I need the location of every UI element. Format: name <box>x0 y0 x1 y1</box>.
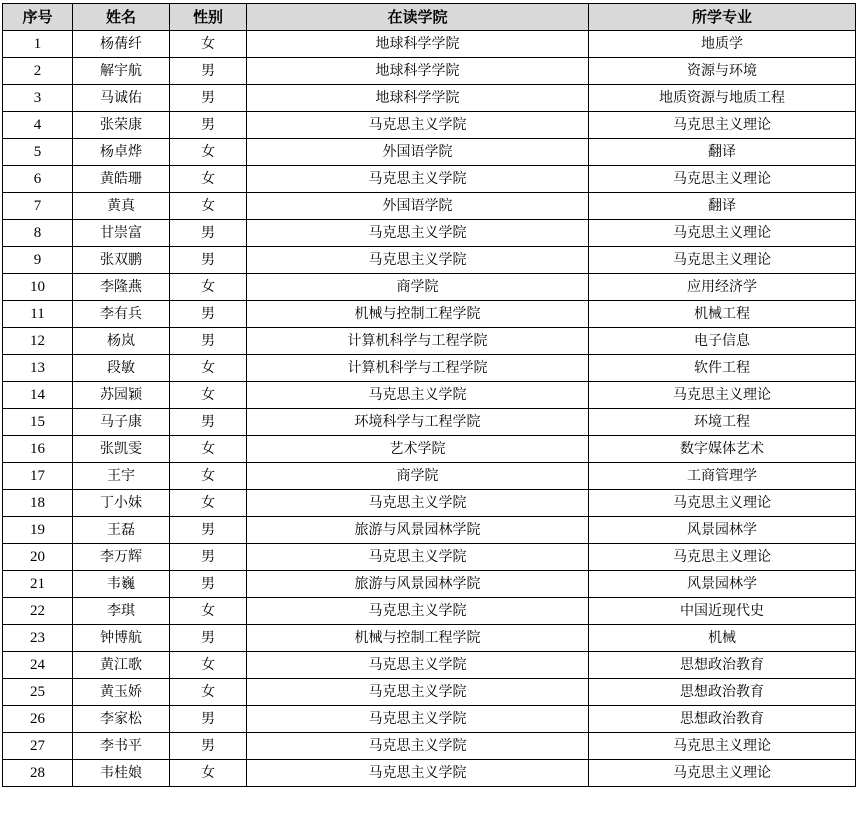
cell-gender: 男 <box>170 544 247 571</box>
cell-college: 马克思主义学院 <box>247 220 589 247</box>
cell-index: 9 <box>3 247 73 274</box>
cell-gender: 男 <box>170 625 247 652</box>
cell-name: 李隆燕 <box>73 274 170 301</box>
cell-name: 黄皓珊 <box>73 166 170 193</box>
cell-major: 马克思主义理论 <box>589 544 856 571</box>
cell-index: 19 <box>3 517 73 544</box>
cell-name: 李家松 <box>73 706 170 733</box>
cell-college: 马克思主义学院 <box>247 166 589 193</box>
table-row <box>3 436 856 463</box>
table-row <box>3 652 856 679</box>
cell-college: 马克思主义学院 <box>247 733 589 760</box>
table-row <box>3 112 856 139</box>
header-major: 所学专业 <box>589 4 856 31</box>
table-row <box>3 571 856 598</box>
cell-index: 13 <box>3 355 73 382</box>
cell-gender: 男 <box>170 247 247 274</box>
cell-college: 马克思主义学院 <box>247 490 589 517</box>
cell-gender: 男 <box>170 733 247 760</box>
cell-major: 机械 <box>589 625 856 652</box>
cell-name: 丁小妹 <box>73 490 170 517</box>
header-name: 姓名 <box>73 4 170 31</box>
cell-index: 26 <box>3 706 73 733</box>
cell-name: 段敏 <box>73 355 170 382</box>
table-row <box>3 463 856 490</box>
cell-major: 环境工程 <box>589 409 856 436</box>
cell-name: 张荣康 <box>73 112 170 139</box>
cell-college: 外国语学院 <box>247 193 589 220</box>
cell-college: 马克思主义学院 <box>247 706 589 733</box>
cell-index: 2 <box>3 58 73 85</box>
cell-major: 马克思主义理论 <box>589 166 856 193</box>
table-row <box>3 382 856 409</box>
table-row <box>3 625 856 652</box>
cell-college: 马克思主义学院 <box>247 112 589 139</box>
cell-gender: 男 <box>170 85 247 112</box>
cell-name: 杨卓烨 <box>73 139 170 166</box>
cell-index: 17 <box>3 463 73 490</box>
cell-college: 商学院 <box>247 274 589 301</box>
table-row <box>3 85 856 112</box>
table-row <box>3 355 856 382</box>
table-row <box>3 328 856 355</box>
cell-gender: 男 <box>170 301 247 328</box>
cell-major: 马克思主义理论 <box>589 112 856 139</box>
cell-name: 钟博航 <box>73 625 170 652</box>
cell-college: 计算机科学与工程学院 <box>247 355 589 382</box>
cell-name: 马子康 <box>73 409 170 436</box>
table-row <box>3 733 856 760</box>
cell-college: 机械与控制工程学院 <box>247 625 589 652</box>
cell-gender: 女 <box>170 139 247 166</box>
cell-college: 马克思主义学院 <box>247 247 589 274</box>
cell-index: 28 <box>3 760 73 787</box>
cell-name: 马诚佑 <box>73 85 170 112</box>
cell-major: 电子信息 <box>589 328 856 355</box>
cell-college: 马克思主义学院 <box>247 652 589 679</box>
cell-major: 机械工程 <box>589 301 856 328</box>
cell-major: 中国近现代史 <box>589 598 856 625</box>
cell-index: 12 <box>3 328 73 355</box>
cell-gender: 女 <box>170 31 247 58</box>
cell-gender: 女 <box>170 652 247 679</box>
table-body <box>3 31 856 787</box>
cell-gender: 女 <box>170 166 247 193</box>
cell-major: 数字媒体艺术 <box>589 436 856 463</box>
cell-index: 3 <box>3 85 73 112</box>
cell-name: 李有兵 <box>73 301 170 328</box>
cell-index: 10 <box>3 274 73 301</box>
table-row <box>3 490 856 517</box>
cell-name: 李万辉 <box>73 544 170 571</box>
cell-major: 工商管理学 <box>589 463 856 490</box>
cell-gender: 女 <box>170 679 247 706</box>
table-row <box>3 274 856 301</box>
cell-gender: 女 <box>170 382 247 409</box>
table-row <box>3 301 856 328</box>
cell-index: 15 <box>3 409 73 436</box>
cell-college: 马克思主义学院 <box>247 760 589 787</box>
table-row <box>3 193 856 220</box>
cell-gender: 男 <box>170 409 247 436</box>
cell-index: 22 <box>3 598 73 625</box>
cell-gender: 女 <box>170 274 247 301</box>
cell-major: 地质资源与地质工程 <box>589 85 856 112</box>
table-row <box>3 598 856 625</box>
cell-index: 5 <box>3 139 73 166</box>
cell-major: 思想政治教育 <box>589 706 856 733</box>
cell-major: 马克思主义理论 <box>589 247 856 274</box>
cell-index: 11 <box>3 301 73 328</box>
cell-name: 李琪 <box>73 598 170 625</box>
table-row <box>3 517 856 544</box>
table-row <box>3 760 856 787</box>
cell-college: 地球科学学院 <box>247 31 589 58</box>
cell-index: 1 <box>3 31 73 58</box>
cell-college: 马克思主义学院 <box>247 382 589 409</box>
cell-name: 张双鹏 <box>73 247 170 274</box>
cell-major: 风景园林学 <box>589 571 856 598</box>
cell-gender: 女 <box>170 463 247 490</box>
cell-college: 商学院 <box>247 463 589 490</box>
cell-major: 马克思主义理论 <box>589 490 856 517</box>
student-list-table <box>2 3 856 787</box>
cell-major: 翻译 <box>589 139 856 166</box>
cell-name: 王宇 <box>73 463 170 490</box>
cell-name: 韦桂娘 <box>73 760 170 787</box>
cell-name: 解宇航 <box>73 58 170 85</box>
cell-gender: 女 <box>170 598 247 625</box>
cell-name: 苏园颖 <box>73 382 170 409</box>
table-row <box>3 220 856 247</box>
cell-name: 杨岚 <box>73 328 170 355</box>
header-college: 在读学院 <box>247 4 589 31</box>
cell-college: 旅游与风景园林学院 <box>247 517 589 544</box>
cell-college: 马克思主义学院 <box>247 598 589 625</box>
cell-gender: 女 <box>170 355 247 382</box>
cell-major: 风景园林学 <box>589 517 856 544</box>
cell-index: 7 <box>3 193 73 220</box>
cell-gender: 女 <box>170 436 247 463</box>
table-row <box>3 409 856 436</box>
cell-index: 25 <box>3 679 73 706</box>
cell-gender: 男 <box>170 517 247 544</box>
cell-name: 王磊 <box>73 517 170 544</box>
cell-gender: 男 <box>170 112 247 139</box>
cell-college: 马克思主义学院 <box>247 679 589 706</box>
table-row <box>3 139 856 166</box>
cell-major: 思想政治教育 <box>589 652 856 679</box>
cell-college: 旅游与风景园林学院 <box>247 571 589 598</box>
cell-gender: 男 <box>170 706 247 733</box>
cell-name: 李书平 <box>73 733 170 760</box>
cell-name: 杨蒨纤 <box>73 31 170 58</box>
cell-college: 马克思主义学院 <box>247 544 589 571</box>
cell-gender: 女 <box>170 193 247 220</box>
cell-name: 韦巍 <box>73 571 170 598</box>
cell-index: 14 <box>3 382 73 409</box>
cell-major: 马克思主义理论 <box>589 733 856 760</box>
cell-gender: 男 <box>170 328 247 355</box>
cell-index: 4 <box>3 112 73 139</box>
cell-index: 27 <box>3 733 73 760</box>
cell-major: 应用经济学 <box>589 274 856 301</box>
cell-major: 马克思主义理论 <box>589 220 856 247</box>
cell-gender: 女 <box>170 490 247 517</box>
table-row <box>3 166 856 193</box>
cell-college: 环境科学与工程学院 <box>247 409 589 436</box>
cell-gender: 女 <box>170 760 247 787</box>
table-row <box>3 31 856 58</box>
cell-index: 21 <box>3 571 73 598</box>
table-row <box>3 58 856 85</box>
cell-name: 黄玉娇 <box>73 679 170 706</box>
header-gender: 性别 <box>170 4 247 31</box>
cell-major: 资源与环境 <box>589 58 856 85</box>
cell-index: 8 <box>3 220 73 247</box>
table-row <box>3 247 856 274</box>
cell-index: 18 <box>3 490 73 517</box>
cell-college: 计算机科学与工程学院 <box>247 328 589 355</box>
cell-college: 外国语学院 <box>247 139 589 166</box>
cell-major: 翻译 <box>589 193 856 220</box>
cell-name: 黄真 <box>73 193 170 220</box>
cell-name: 张凯雯 <box>73 436 170 463</box>
cell-college: 地球科学学院 <box>247 85 589 112</box>
table-row <box>3 706 856 733</box>
cell-major: 思想政治教育 <box>589 679 856 706</box>
cell-major: 软件工程 <box>589 355 856 382</box>
cell-name: 甘崇富 <box>73 220 170 247</box>
cell-college: 机械与控制工程学院 <box>247 301 589 328</box>
header-index: 序号 <box>3 4 73 31</box>
cell-name: 黄江歌 <box>73 652 170 679</box>
cell-index: 24 <box>3 652 73 679</box>
cell-major: 马克思主义理论 <box>589 382 856 409</box>
cell-gender: 男 <box>170 58 247 85</box>
cell-college: 艺术学院 <box>247 436 589 463</box>
cell-gender: 男 <box>170 220 247 247</box>
cell-college: 地球科学学院 <box>247 58 589 85</box>
table-row <box>3 544 856 571</box>
cell-index: 20 <box>3 544 73 571</box>
cell-index: 6 <box>3 166 73 193</box>
cell-major: 地质学 <box>589 31 856 58</box>
cell-major: 马克思主义理论 <box>589 760 856 787</box>
table-header-row <box>3 4 856 31</box>
cell-index: 23 <box>3 625 73 652</box>
table-row <box>3 679 856 706</box>
cell-index: 16 <box>3 436 73 463</box>
cell-gender: 男 <box>170 571 247 598</box>
